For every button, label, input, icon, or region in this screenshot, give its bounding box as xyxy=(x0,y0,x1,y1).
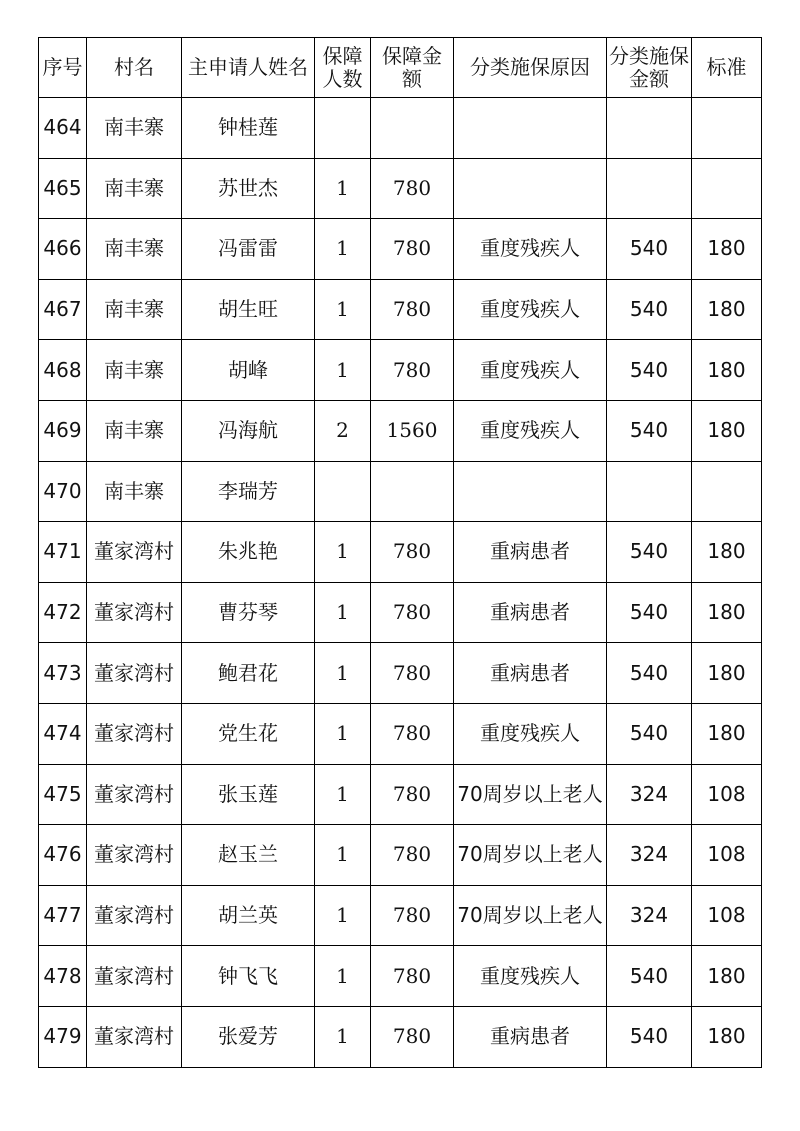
cell-persons: 1 xyxy=(315,764,371,825)
cell-standard: 108 xyxy=(692,764,762,825)
cell-applicant-name: 党生花 xyxy=(182,703,315,764)
cell-amount: 780 xyxy=(371,158,454,219)
cell-seq: 477 xyxy=(39,885,87,946)
cell-class-amount xyxy=(607,98,692,159)
cell-persons: 1 xyxy=(315,219,371,280)
cell-class-amount xyxy=(607,158,692,219)
cell-applicant-name: 冯雷雷 xyxy=(182,219,315,280)
cell-seq: 471 xyxy=(39,522,87,583)
cell-persons: 1 xyxy=(315,582,371,643)
cell-amount: 780 xyxy=(371,885,454,946)
cell-applicant-name: 张爱芳 xyxy=(182,1006,315,1067)
cell-persons: 1 xyxy=(315,946,371,1007)
cell-seq: 474 xyxy=(39,703,87,764)
cell-reason: 重度残疾人 xyxy=(454,400,607,461)
cell-applicant-name: 胡兰英 xyxy=(182,885,315,946)
cell-village: 南丰寨 xyxy=(87,98,182,159)
cell-reason: 重度残疾人 xyxy=(454,219,607,280)
cell-seq: 469 xyxy=(39,400,87,461)
cell-standard: 180 xyxy=(692,219,762,280)
cell-persons: 1 xyxy=(315,825,371,886)
table-row xyxy=(39,582,762,643)
cell-amount: 780 xyxy=(371,703,454,764)
cell-amount: 780 xyxy=(371,825,454,886)
cell-persons xyxy=(315,461,371,522)
table-row xyxy=(39,98,762,159)
cell-village: 南丰寨 xyxy=(87,279,182,340)
cell-persons: 1 xyxy=(315,522,371,583)
cell-amount: 780 xyxy=(371,279,454,340)
cell-persons: 1 xyxy=(315,1006,371,1067)
cell-seq: 478 xyxy=(39,946,87,1007)
cell-reason xyxy=(454,158,607,219)
cell-standard: 180 xyxy=(692,582,762,643)
cell-village: 董家湾村 xyxy=(87,946,182,1007)
cell-reason: 重病患者 xyxy=(454,522,607,583)
cell-standard: 108 xyxy=(692,885,762,946)
header-reason: 分类施保原因 xyxy=(454,38,607,98)
cell-standard: 180 xyxy=(692,340,762,401)
cell-reason: 70周岁以上老人 xyxy=(454,825,607,886)
cell-amount: 780 xyxy=(371,582,454,643)
header-seq: 序号 xyxy=(39,38,87,98)
cell-class-amount xyxy=(607,461,692,522)
cell-class-amount: 540 xyxy=(607,703,692,764)
cell-reason: 70周岁以上老人 xyxy=(454,764,607,825)
cell-applicant-name: 鲍君花 xyxy=(182,643,315,704)
cell-amount: 780 xyxy=(371,522,454,583)
cell-persons: 1 xyxy=(315,885,371,946)
cell-class-amount: 324 xyxy=(607,825,692,886)
cell-persons: 1 xyxy=(315,158,371,219)
cell-standard xyxy=(692,461,762,522)
cell-applicant-name: 李瑞芳 xyxy=(182,461,315,522)
cell-amount: 780 xyxy=(371,219,454,280)
cell-seq: 468 xyxy=(39,340,87,401)
cell-reason: 70周岁以上老人 xyxy=(454,885,607,946)
cell-village: 南丰寨 xyxy=(87,219,182,280)
cell-standard: 180 xyxy=(692,946,762,1007)
table-row xyxy=(39,219,762,280)
cell-reason: 重度残疾人 xyxy=(454,340,607,401)
cell-class-amount: 540 xyxy=(607,219,692,280)
cell-class-amount: 540 xyxy=(607,340,692,401)
cell-reason xyxy=(454,461,607,522)
cell-amount xyxy=(371,98,454,159)
cell-standard xyxy=(692,98,762,159)
table-row xyxy=(39,703,762,764)
cell-seq: 465 xyxy=(39,158,87,219)
header-row xyxy=(39,38,762,98)
cell-village: 董家湾村 xyxy=(87,522,182,583)
table-row xyxy=(39,946,762,1007)
cell-persons: 1 xyxy=(315,279,371,340)
cell-reason: 重病患者 xyxy=(454,1006,607,1067)
cell-applicant-name: 胡生旺 xyxy=(182,279,315,340)
cell-reason: 重度残疾人 xyxy=(454,279,607,340)
header-village: 村名 xyxy=(87,38,182,98)
cell-seq: 464 xyxy=(39,98,87,159)
cell-standard: 108 xyxy=(692,825,762,886)
cell-applicant-name: 冯海航 xyxy=(182,400,315,461)
cell-amount: 780 xyxy=(371,340,454,401)
cell-seq: 473 xyxy=(39,643,87,704)
cell-village: 南丰寨 xyxy=(87,340,182,401)
cell-class-amount: 540 xyxy=(607,643,692,704)
cell-class-amount: 540 xyxy=(607,582,692,643)
table-row xyxy=(39,1006,762,1067)
cell-standard: 180 xyxy=(692,522,762,583)
cell-persons: 1 xyxy=(315,340,371,401)
cell-seq: 475 xyxy=(39,764,87,825)
assistance-roster-table xyxy=(38,37,762,1068)
table-row xyxy=(39,461,762,522)
table-body xyxy=(39,98,762,1068)
cell-standard: 180 xyxy=(692,1006,762,1067)
cell-standard: 180 xyxy=(692,643,762,704)
table-row xyxy=(39,885,762,946)
cell-village: 南丰寨 xyxy=(87,158,182,219)
cell-village: 董家湾村 xyxy=(87,885,182,946)
cell-class-amount: 324 xyxy=(607,764,692,825)
cell-class-amount: 540 xyxy=(607,946,692,1007)
cell-applicant-name: 钟桂莲 xyxy=(182,98,315,159)
cell-applicant-name: 苏世杰 xyxy=(182,158,315,219)
cell-reason: 重度残疾人 xyxy=(454,946,607,1007)
header-persons: 保障人数 xyxy=(315,38,371,98)
cell-persons xyxy=(315,98,371,159)
table-row xyxy=(39,643,762,704)
cell-standard xyxy=(692,158,762,219)
cell-seq: 476 xyxy=(39,825,87,886)
cell-seq: 466 xyxy=(39,219,87,280)
cell-amount: 780 xyxy=(371,764,454,825)
cell-applicant-name: 曹芬琴 xyxy=(182,582,315,643)
cell-village: 董家湾村 xyxy=(87,825,182,886)
cell-amount: 780 xyxy=(371,946,454,1007)
cell-seq: 472 xyxy=(39,582,87,643)
cell-class-amount: 540 xyxy=(607,1006,692,1067)
cell-applicant-name: 赵玉兰 xyxy=(182,825,315,886)
cell-amount: 1560 xyxy=(371,400,454,461)
cell-reason: 重病患者 xyxy=(454,643,607,704)
header-applicant-name: 主申请人姓名 xyxy=(182,38,315,98)
cell-seq: 470 xyxy=(39,461,87,522)
cell-class-amount: 540 xyxy=(607,279,692,340)
table-row xyxy=(39,400,762,461)
header-standard: 标准 xyxy=(692,38,762,98)
cell-seq: 467 xyxy=(39,279,87,340)
table-row xyxy=(39,340,762,401)
cell-village: 董家湾村 xyxy=(87,703,182,764)
cell-village: 董家湾村 xyxy=(87,1006,182,1067)
cell-reason xyxy=(454,98,607,159)
cell-village: 南丰寨 xyxy=(87,400,182,461)
cell-persons: 1 xyxy=(315,703,371,764)
cell-persons: 1 xyxy=(315,643,371,704)
cell-persons: 2 xyxy=(315,400,371,461)
cell-applicant-name: 钟飞飞 xyxy=(182,946,315,1007)
cell-applicant-name: 张玉莲 xyxy=(182,764,315,825)
cell-village: 董家湾村 xyxy=(87,582,182,643)
cell-standard: 180 xyxy=(692,400,762,461)
cell-class-amount: 324 xyxy=(607,885,692,946)
cell-applicant-name: 胡峰 xyxy=(182,340,315,401)
cell-amount: 780 xyxy=(371,1006,454,1067)
cell-village: 南丰寨 xyxy=(87,461,182,522)
cell-class-amount: 540 xyxy=(607,522,692,583)
cell-reason: 重度残疾人 xyxy=(454,703,607,764)
table-row xyxy=(39,764,762,825)
table-row xyxy=(39,825,762,886)
cell-applicant-name: 朱兆艳 xyxy=(182,522,315,583)
table-header xyxy=(39,38,762,98)
cell-standard: 180 xyxy=(692,279,762,340)
cell-village: 董家湾村 xyxy=(87,643,182,704)
cell-village: 董家湾村 xyxy=(87,764,182,825)
table-row xyxy=(39,158,762,219)
table-row xyxy=(39,279,762,340)
cell-class-amount: 540 xyxy=(607,400,692,461)
cell-amount xyxy=(371,461,454,522)
cell-seq: 479 xyxy=(39,1006,87,1067)
cell-reason: 重病患者 xyxy=(454,582,607,643)
cell-standard: 180 xyxy=(692,703,762,764)
header-class-amount: 分类施保金额 xyxy=(607,38,692,98)
cell-amount: 780 xyxy=(371,643,454,704)
table-row xyxy=(39,522,762,583)
header-amount: 保障金额 xyxy=(371,38,454,98)
